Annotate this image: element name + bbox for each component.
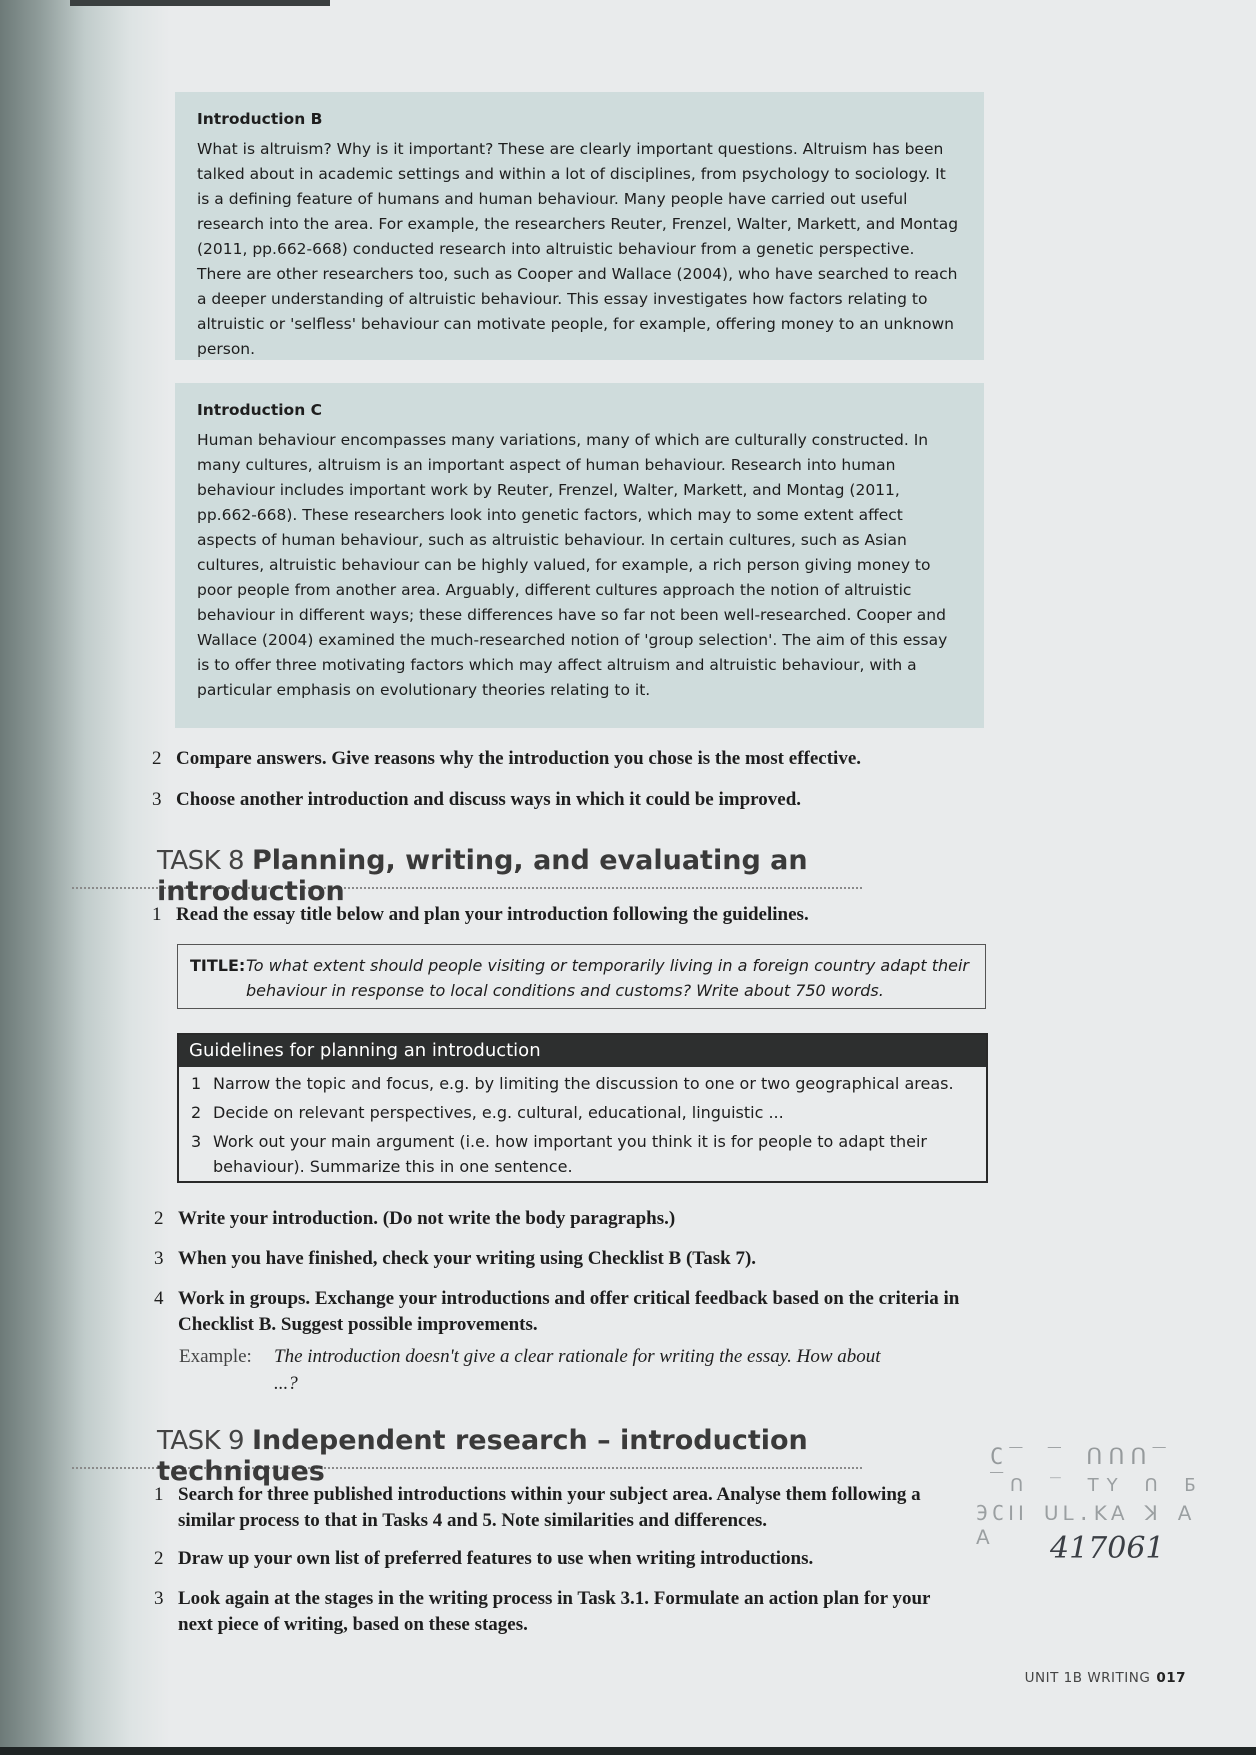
task8-heading: [72, 845, 862, 907]
task9-heading: [72, 1425, 862, 1487]
question-text: Choose another introduction and discuss ways in which it could be improved.: [176, 789, 802, 810]
essay-title-label: TITLE:: [190, 956, 246, 975]
task9-question-2: [154, 1546, 978, 1572]
task8-question-3: [154, 1246, 978, 1272]
task8-question-2: [154, 1206, 978, 1232]
guidelines-heading: Guidelines for planning an introduction: [179, 1035, 986, 1067]
essay-title-box: [177, 944, 986, 1009]
library-stamp: [970, 1445, 1210, 1585]
guideline-number: 3: [191, 1132, 202, 1151]
question-text: Write your introduction. (Do not write the body paragraphs.): [178, 1208, 676, 1229]
guideline-text: Work out your main argument (i.e. how important you think it is for people to adapt their behaviour). Summarize this in one sentence.: [213, 1132, 927, 1176]
question-text: Work in groups. Exchange your introductions and offer critical feedback based on the criteria in Checklist B. Suggest possible improvements.: [178, 1288, 960, 1335]
question-number: 4: [154, 1288, 164, 1309]
question-number: 3: [154, 1248, 164, 1269]
task8-question-4: [154, 1286, 968, 1338]
question-text: When you have finished, check your writing using Checklist B (Task 7).: [178, 1248, 757, 1269]
guidelines-box: [177, 1033, 988, 1183]
introduction-b-body: What is altruism? Why is it important? These are clearly important questions. Altruism has been talked about in academic settings and within a lot of disciplines, from psychology to sociology. It is a defining feature of humans and human behaviour. Many people have carried out useful research into the area. For example, the researchers Reuter, Frenzel, Walter, Markett, and Montag (2011, pp.662-668) conducted research into altruistic behaviour from a genetic perspective. There are other researchers too, such as Cooper and Wallace (2004), who have searched to reach a deeper understanding of altruistic behaviour. This essay investigates how factors relating to altruistic or 'selfless' behaviour can motivate people, for example, offering money to an unknown person.: [197, 140, 959, 358]
page-number: 017: [1156, 1670, 1186, 1686]
task8-label: TASK 8: [157, 846, 245, 876]
introduction-b-box: [175, 92, 984, 360]
task8-title: Planning, writing, and evaluating an introduction: [157, 845, 808, 907]
introduction-b-heading: Introduction B: [197, 110, 323, 128]
introduction-c-heading: Introduction C: [197, 401, 322, 419]
handwritten-number: 417061: [1050, 1531, 1165, 1566]
question-number: 3: [152, 789, 162, 810]
question-text: Read the essay title below and plan your introduction following the guidelines.: [176, 904, 809, 925]
footer-unit: UNIT 1B WRITING: [1024, 1670, 1151, 1686]
stamp-mark: C‾ ‾ ᑎᑎᑎ‾ ‾: [990, 1445, 1172, 1495]
question-text: Search for three published introductions within your subject area. Analyse them following a similar process to that in Tasks 4 and 5. Note similarities and differences.: [178, 1484, 921, 1531]
guideline-text: Decide on relevant perspectives, e.g. cultural, educational, linguistic ...: [213, 1103, 784, 1122]
guideline-item: [179, 1100, 986, 1125]
question-number: 1: [154, 1484, 164, 1505]
task7-question-2: [152, 746, 976, 772]
question-text: Draw up your own list of preferred features to use when writing introductions.: [178, 1548, 814, 1569]
stamp-mark: ᑎ ‾ ꓔꓬ ᑎ Б: [1010, 1475, 1204, 1496]
guidelines-list: [179, 1071, 986, 1179]
introduction-c-box: [175, 383, 984, 728]
question-number: 2: [154, 1548, 164, 1569]
example-block: [179, 1343, 894, 1397]
essay-title-text: To what extent should people visiting or temporarily living in a foreign country adapt their behaviour in response to local conditions and customs? Write about 750 words.: [246, 956, 969, 1000]
example-label: Example:: [179, 1346, 252, 1367]
task9-label: TASK 9: [157, 1426, 245, 1456]
question-number: 2: [152, 748, 162, 769]
task9-title: Independent research – introduction techniques: [157, 1425, 808, 1487]
guideline-item: [179, 1071, 986, 1096]
guideline-number: 1: [191, 1074, 202, 1093]
page-bottom-edge: [0, 1747, 1256, 1755]
guideline-number: 2: [191, 1103, 202, 1122]
task8-question-1: [152, 902, 976, 928]
stamp-mark: ЭСꓲꓲ ꓴꓡ.ꓗꓮ ꓘ ꓮ ꓮ: [976, 1501, 1196, 1549]
question-number: 3: [154, 1588, 164, 1609]
introduction-c-body: Human behaviour encompasses many variations, many of which are culturally constructed. In many cultures, altruism is an important aspect of human behaviour. Research into human behaviour includes important work by Reuter, Frenzel, Walter, Markett, and Montag (2011, pp.662-668). These researchers look into genetic factors, which may to some extent affect aspects of human behaviour, such as altruistic behaviour. In certain cultures, such as Asian cultures, altruistic behaviour can be highly valued, for example, a rich person giving money to poor people from another area. Arguably, different cultures approach the notion of altruistic behaviour in different ways; these differences have so far not been well-researched. Cooper and Wallace (2004) examined the much-researched notion of 'group selection'. The aim of this essay is to offer three motivating factors which may affect altruism and altruistic behaviour, with a particular emphasis on evolutionary theories relating to it.: [197, 431, 948, 699]
task9-question-3: [154, 1586, 948, 1638]
guideline-item: [179, 1129, 986, 1179]
example-text: The introduction doesn't give a clear rationale for writing the essay. How about ...?: [274, 1346, 881, 1394]
page-footer: [1025, 1670, 1186, 1686]
question-number: 2: [154, 1208, 164, 1229]
task7-question-3: [152, 787, 976, 813]
guideline-text: Narrow the topic and focus, e.g. by limiting the discussion to one or two geographical areas.: [213, 1074, 954, 1093]
page-top-edge: [70, 0, 330, 6]
question-text: Look again at the stages in the writing process in Task 3.1. Formulate an action plan for your next piece of writing, based on these stages.: [178, 1588, 931, 1635]
question-number: 1: [152, 904, 162, 925]
question-text: Compare answers. Give reasons why the introduction you chose is the most effective.: [176, 748, 862, 769]
task9-question-1: [154, 1482, 948, 1534]
